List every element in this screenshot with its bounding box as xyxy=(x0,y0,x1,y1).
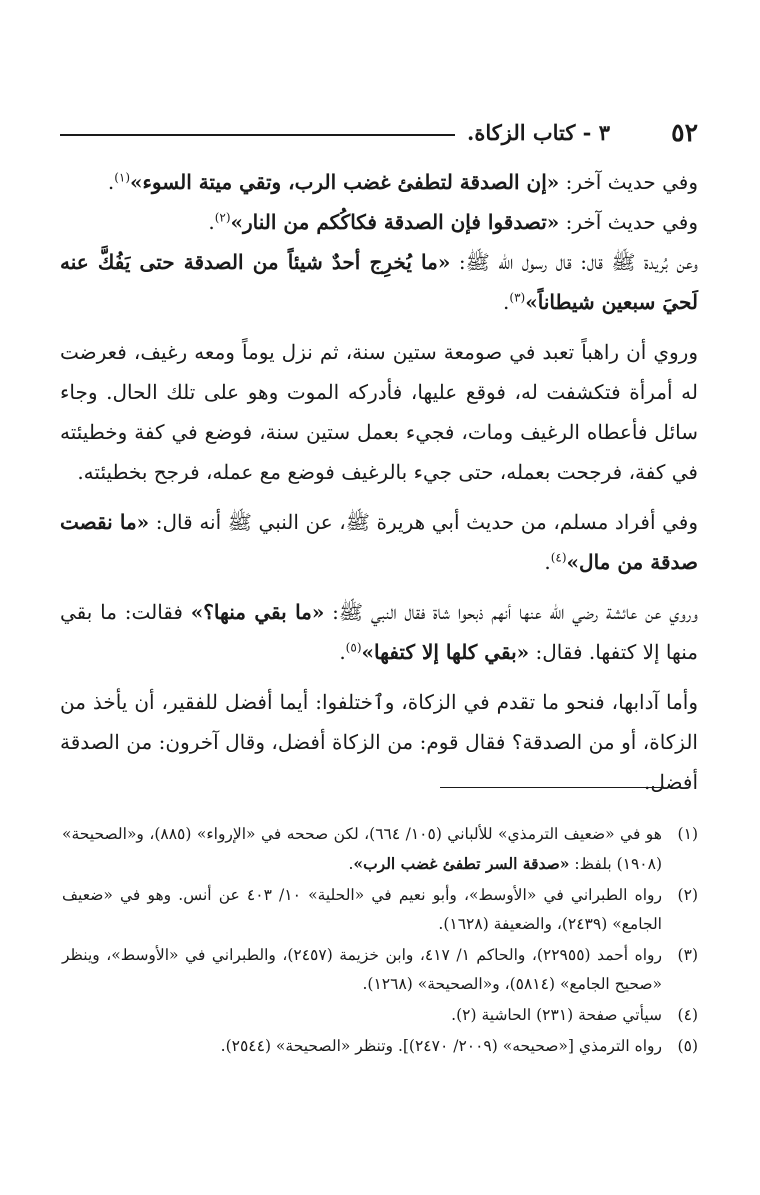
footnotes xyxy=(62,820,698,1063)
footnote: (٢) رواه الطبراني في «الأوسط»، وأبو نعيم في «الحلية» ١٠/ ٤٠٣ عن أنس. وهو في «ضعيف الجامع» (٢٤٣٩)، والضعيفة (١٦٢٨). xyxy=(62,886,698,933)
footnote-ref: (١) xyxy=(114,170,131,185)
paragraph: وفي حديث آخر: «تصدقوا فإن الصدقة فكاكُكم من النار»$^{(٢)}$. xyxy=(208,210,698,234)
footnote: (٤) سيأتي صفحة (٢٣١) الحاشية (٢). xyxy=(451,1006,698,1024)
paragraph: وروي عن عائشة رضي الله عنها أنهم ذبحوا شاة فقال النبي ﷺ: «ما بقي منها؟» فقالت: ما بقي منها إلا كتفها. فقال: «بقي كلها إلا كتفها»$^{(٥)}$. xyxy=(60,600,699,664)
footnote: (٥) رواه الترمذي [«صحيحه» (٢٠٠٩/ ٢٤٧٠)]. وتنظر «الصحيحة» (٢٥٤٤). xyxy=(220,1037,698,1055)
paragraph: وفي أفراد مسلم، من حديث أبي هريرة ﷺ، عن النبي ﷺ أنه قال: «ما نقصت صدقة من مال»$^{(٤)}$. xyxy=(60,510,698,574)
main-text xyxy=(60,162,698,802)
footnote: (١) هو في «ضعيف الترمذي» للألباني (١٠٥/ ٦٦٤)، لكن صححه في «الإرواء» (٨٨٥)، و«الصحيحة» (١٩٠٨) بلفظ: «صدقة السر تطفئ غضب الرب». xyxy=(62,825,698,873)
paragraph: وعن بُريدة ﷺ قال: قال رسول الله ﷺ: «ما يُخرِج أحدٌ شيئاً من الصدقة حتى يَفُكَّ عنه لَحيَ سبعين شيطاناً»$^{(٣)}$. xyxy=(60,250,698,314)
footnote-ref: (٣) xyxy=(509,290,526,305)
paragraph: وفي حديث آخر: «إن الصدقة لتطفئ غضب الرب، وتقي ميتة السوء»$^{(١)}$. xyxy=(107,170,698,194)
page-header xyxy=(60,118,698,152)
footnote-ref: (٤) xyxy=(550,550,567,565)
footnote: (٣) رواه أحمد (٢٢٩٥٥)، والحاكم ١/ ٤١٧، وابن خزيمة (٢٤٥٧)، والطبراني في «الأوسط»، وينظر «صحيح الجامع» (٥٨١٤)، و«الصحيحة» (١٢٦٨). xyxy=(62,946,698,993)
footnote-ref: (٢) xyxy=(214,210,231,225)
footnote-ref: (٥) xyxy=(345,640,362,655)
header-rule xyxy=(60,134,455,136)
paragraph: وروي أن راهباً تعبد في صومعة ستين سنة، ثم نزل يوماً ومعه رغيف، فعرضت له أمرأة فتكشفت له، فوقع عليها، فأدركه الموت وهو على تلك الحال. وجاء سائل فأعطاه الرغيف ومات، فجيء بعمل ستين سنة، فوضع في كفة وخطيئته في كفة، فرجحت بعمله، حتى جيء بالرغيف فوضع مع عمله، فرجح بخطيئته. xyxy=(60,340,698,484)
chapter-title: ٣ - كتاب الزكاة. xyxy=(467,120,610,145)
paragraph: وأما آدابها، فنحو ما تقدم في الزكاة، وٱختلفوا: أيما أفضل للفقير، أن يأخذ من الزكاة، أو من الصدقة؟ فقال قوم: من الزكاة أفضل، وقال آخرون: من الصدقة أفضل. xyxy=(60,690,698,794)
page-number: ٥٢ xyxy=(671,118,698,147)
footnote-separator xyxy=(440,787,662,788)
